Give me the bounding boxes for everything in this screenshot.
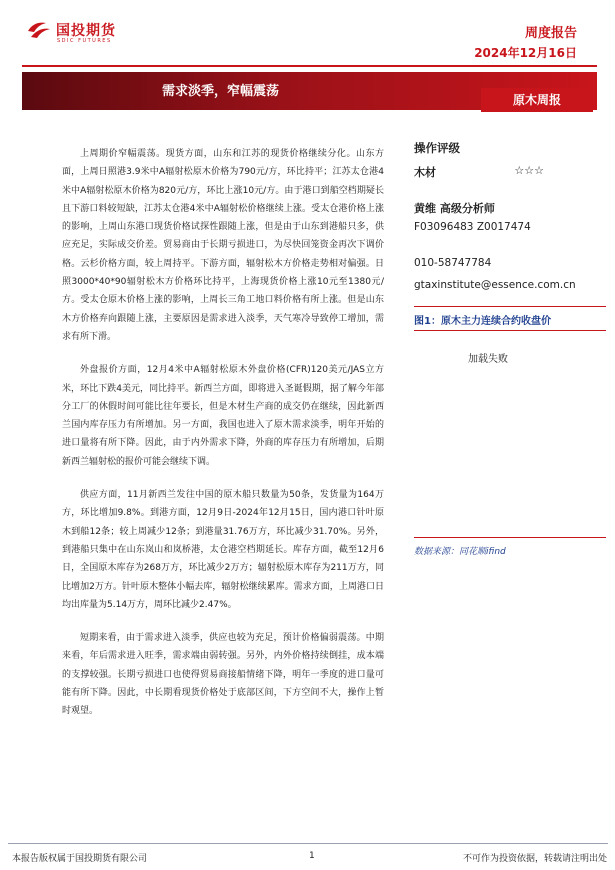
footer-disclaimer: 不可作为投资依据，转载请注明出处 — [462, 854, 607, 864]
report-date: 2024年12月16日 — [474, 46, 577, 60]
body-paragraph: 上周期价窄幅震荡。现货方面，山东和江苏的现货价格继续分化。山东方面，上周日照港3.9米中A辐射松原木价格为790元/方，环比持平；江苏太仓港4米中A辐射松原木价格为820元/方，环比上涨10元/方。由于港口到船空档期疑长且下游口料较短缺，江苏太仓港4米中A辐射松价格继续上涨。受太仓港价格上涨的影响，上周山东港口现货价格试探性跟随上涨，但是由于山东到港船只多，供应充足，实际成交价差。贸易商由于长期亏损进口，为尽快回笼资金再次下调价格。云杉价格方面，较上周持平。下游方面，辐射松木方价格走势相对偏强。日照3000*40*90辐射松木方价格环比持平，上海现货价格上涨10元至1380元/方。受太仓原木价格上涨的影响，上周长三角工地口料价格有所上涨。但是山东木方价格弃向跟随上涨，主要原因是需求进入淡季，天气寒冷导致停工增加，需求有所下滑。 — [62, 149, 384, 342]
rating-title: 操作评级 — [414, 141, 460, 155]
company-logo — [26, 17, 136, 47]
figure-divider-top — [414, 306, 606, 307]
footer-divider — [8, 843, 608, 844]
body-paragraph: 短期来看，由于需求进入淡季，供应也较为充足，预计价格偏弱震荡。中期来看，年后需求进入旺季，需求端由弱转强。另外，内外价格持续倒挂，成本端的支撑较强。长期亏损进口也使得贸易商接船情绪下降，明年一季度的进口量可能有所下降。因此，中长期看现货价格处于底部区间，下方空间不大，操作上暂时观望。 — [62, 633, 384, 717]
body-paragraph: 供应方面，11月新西兰发往中国的原木船只数量为50条，发货量为164万方，环比增加9.8%。到港方面，12月9日-2024年12月15日，国内港口针叶原木到船12条；较上周减少12条；到港量31.76万方，环比减少31.70%。另外，到港船只集中在山东岚山和岚桥港，太仓港空档期延长。库存方面，截至12月6日，全国原木库存为268万方，环比减少2万方；辐射松原木库存为211万方，同比增加2万方。针叶原木整体小幅去库，辐射松继续累库。需求方面，上周港口日均出库量为5.14万方，周环比减少2.47%。 — [62, 490, 384, 610]
rating-row — [414, 164, 544, 180]
figure-divider-bottom — [414, 537, 606, 538]
body-paragraph: 外盘报价方面，12月4米中A辐射松原木外盘价格(CFR)120美元/JAS立方米，环比下跌4美元，同比持平。新西兰方面，即将进入圣诞假期，据了解今年部分工厂的休假时间可能比往年要长，但是木材生产商的成交仍在继续，因此新西兰国内库存压力有所增加。另一方面，我国也进入了原木需求淡季，明年开始的进口量将有所下降。因此，由于内外需求下降，外商的库存压力有所增加，后期新西兰辐射松的报价可能会继续下调。 — [62, 365, 384, 467]
analyst-name: 黄维 高级分析师 — [414, 202, 495, 215]
analyst-cert: F03096483 Z0017474 — [414, 221, 531, 233]
analyst-email[interactable]: gtaxinstitute@essence.com.cn — [414, 279, 576, 291]
page-number: 1 — [309, 851, 315, 861]
figure-load-failed: 加载失败 — [468, 354, 508, 365]
logo-text: 国投期货 — [56, 23, 116, 39]
report-type: 周度报告 — [524, 26, 577, 41]
figure-title: 图1：原木主力连续合约收盘价 — [414, 316, 551, 327]
report-tag: 原木周报 — [481, 88, 593, 112]
logo-subtext: SDIC FUTURES — [57, 38, 112, 44]
analyst-phone: 010-58747784 — [414, 257, 492, 269]
rating-item: 木材 — [414, 166, 436, 179]
header-divider — [22, 65, 597, 67]
sidebar — [414, 140, 604, 291]
logo-mark-icon — [26, 19, 52, 41]
rating-stars-icon: ☆☆☆ — [514, 164, 544, 177]
figure-source: 数据来源：同花顺ifind — [414, 547, 506, 557]
footer-copyright: 本报告版权属于国投期货有限公司 — [12, 854, 148, 864]
report-title: 需求淡季，窄幅震荡 — [162, 84, 280, 99]
report-body — [62, 145, 384, 736]
figure-placeholder — [414, 331, 606, 537]
